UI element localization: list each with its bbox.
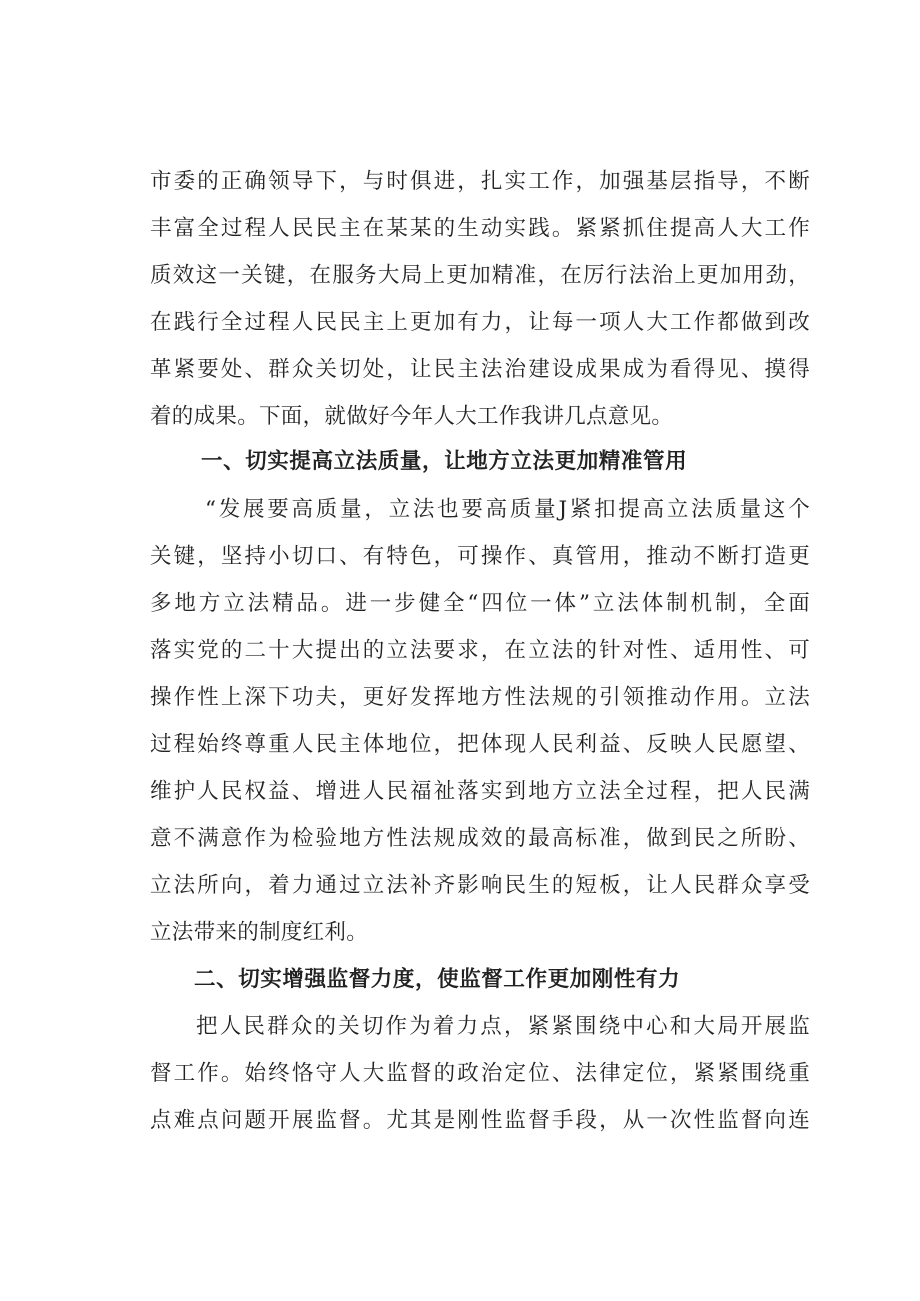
- section1-line-8: 意不满意作为检验地方性法规成效的最高标准，做到民之所盼、: [150, 826, 810, 851]
- section1-line-2: 关键，坚持小切口、有特色，可操作、真管用，推动不断打造更: [150, 544, 810, 569]
- intro-line-4: 在践行全过程人民民主上更加有力，让每一项人大工作都做到改: [150, 310, 810, 335]
- section2-line-2: 督工作。始终恪守人大监督的政治定位、法律定位，紧紧围绕重: [150, 1061, 810, 1086]
- section1-line-7: 维护人民权益、增进人民福祉落实到地方立法全过程，把人民满: [150, 779, 810, 804]
- intro-line-3: 质效这一关键，在服务大局上更加精准，在厉行法治上更加用劲，: [150, 263, 810, 288]
- section1-line-5: 操作性上深下功夫，更好发挥地方性法规的引领推动作用。立法: [150, 685, 810, 710]
- section2-heading: 二、切实增强监督力度，使监督工作更加刚性有力: [194, 967, 681, 992]
- section2-line-1: 把人民群众的关切作为着力点，紧紧围绕中心和大局开展监: [196, 1014, 810, 1039]
- section1-line-4: 落实党的二十大提出的立法要求，在立法的针对性、适用性、可: [150, 638, 810, 663]
- intro-line-6: 着的成果。下面，就做好今年人大工作我讲几点意见。: [150, 404, 674, 429]
- intro-line-1: 市委的正确领导下，与时俱进，扎实工作，加强基层指导，不断: [150, 169, 810, 194]
- section1-line-6: 过程始终尊重人民主体地位，把体现人民利益、反映人民愿望、: [150, 732, 810, 757]
- section1-line-9: 立法所向，着力通过立法补齐影响民生的短板，让人民群众享受: [150, 873, 810, 898]
- intro-line-2: 丰富全过程人民民主在某某的生动实践。紧紧抓住提高人大工作: [150, 216, 810, 241]
- intro-line-5: 革紧要处、群众关切处，让民主法治建设成果成为看得见、摸得: [150, 357, 810, 382]
- section1-line-3: 多地方立法精品。进一步健全“四位一体”立法体制机制，全面: [150, 591, 810, 616]
- section1-heading: 一、切实提高立法质量，让地方立法更加精准管用: [201, 449, 688, 474]
- section1-line-1: “发展要高质量，立法也要高质量J紧扣提高立法质量这个: [205, 497, 810, 522]
- section1-line-10: 立法带来的制度红利。: [150, 920, 369, 945]
- section2-line-3: 点难点问题开展监督。尤其是刚性监督手段，从一次性监督向连: [150, 1108, 810, 1133]
